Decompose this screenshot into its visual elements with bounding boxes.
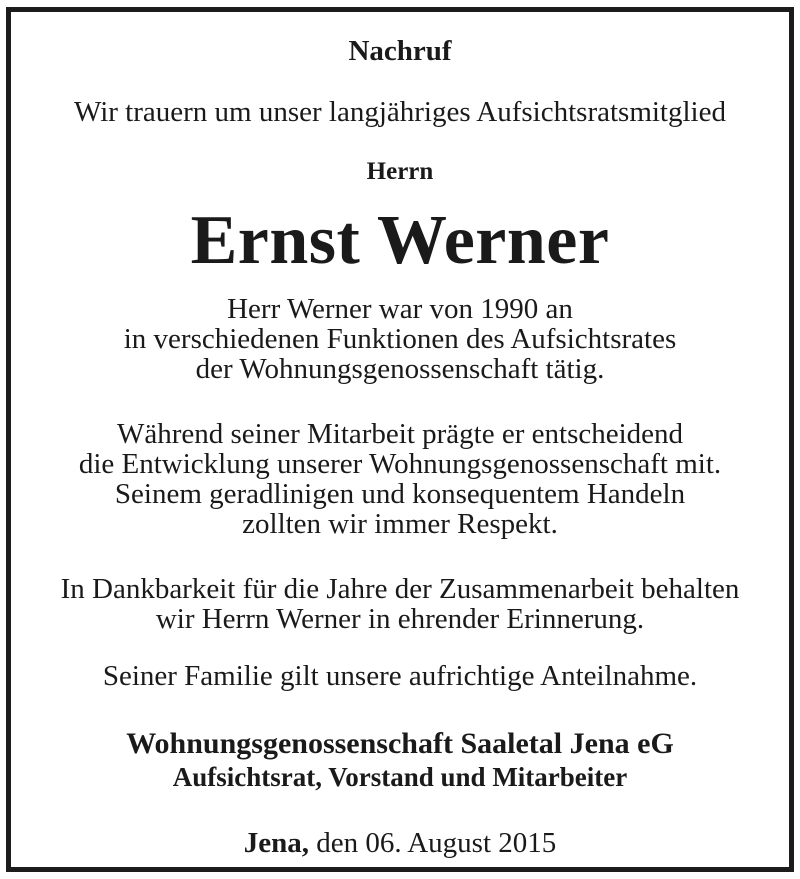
organization-name: Wohnungsgenossenschaft Saaletal Jena eG xyxy=(126,727,674,760)
paragraph-line: der Wohnungsgenossenschaft tätig. xyxy=(195,353,605,385)
deceased-name: Ernst Werner xyxy=(190,202,610,279)
paragraph-tenure xyxy=(11,294,789,384)
paragraph-line: die Entwicklung unserer Wohnungsgenossenschaft mit. xyxy=(78,448,722,480)
paragraph-line: In Dankbarkeit für die Jahre der Zusammenarbeit behalten xyxy=(60,573,740,605)
organization-signatories: Aufsichtsrat, Vorstand und Mitarbeiter xyxy=(172,762,628,792)
paragraph-line: Seinem geradlinigen und konsequentem Handeln xyxy=(114,478,686,510)
salutation: Herrn xyxy=(366,158,434,185)
paragraph-line: wir Herrn Werner in ehrender Erinnerung. xyxy=(155,603,645,635)
paragraph-gratitude xyxy=(11,574,789,634)
paragraph-line: zollten wir immer Respekt. xyxy=(242,508,558,540)
paragraph-line: Seiner Familie gilt unsere aufrichtige Anteilnahme. xyxy=(102,660,698,692)
paragraph-contribution xyxy=(11,419,789,539)
obituary-notice xyxy=(6,7,794,872)
paragraph-line: Herr Werner war von 1990 an xyxy=(227,293,573,325)
paragraph-line: in verschiedenen Funktionen des Aufsichtsrates xyxy=(123,323,677,355)
paragraph-line: Während seiner Mitarbeit prägte er entscheidend xyxy=(116,418,684,450)
paragraph-condolence xyxy=(11,661,789,691)
intro-text: Wir trauern um unser langjähriges Aufsichtsratsmitglied xyxy=(74,96,726,128)
dateline-place: Jena, xyxy=(243,827,309,859)
dateline-date: den 06. August 2015 xyxy=(316,827,557,859)
dateline xyxy=(11,827,789,860)
notice-title: Nachruf xyxy=(348,35,452,67)
